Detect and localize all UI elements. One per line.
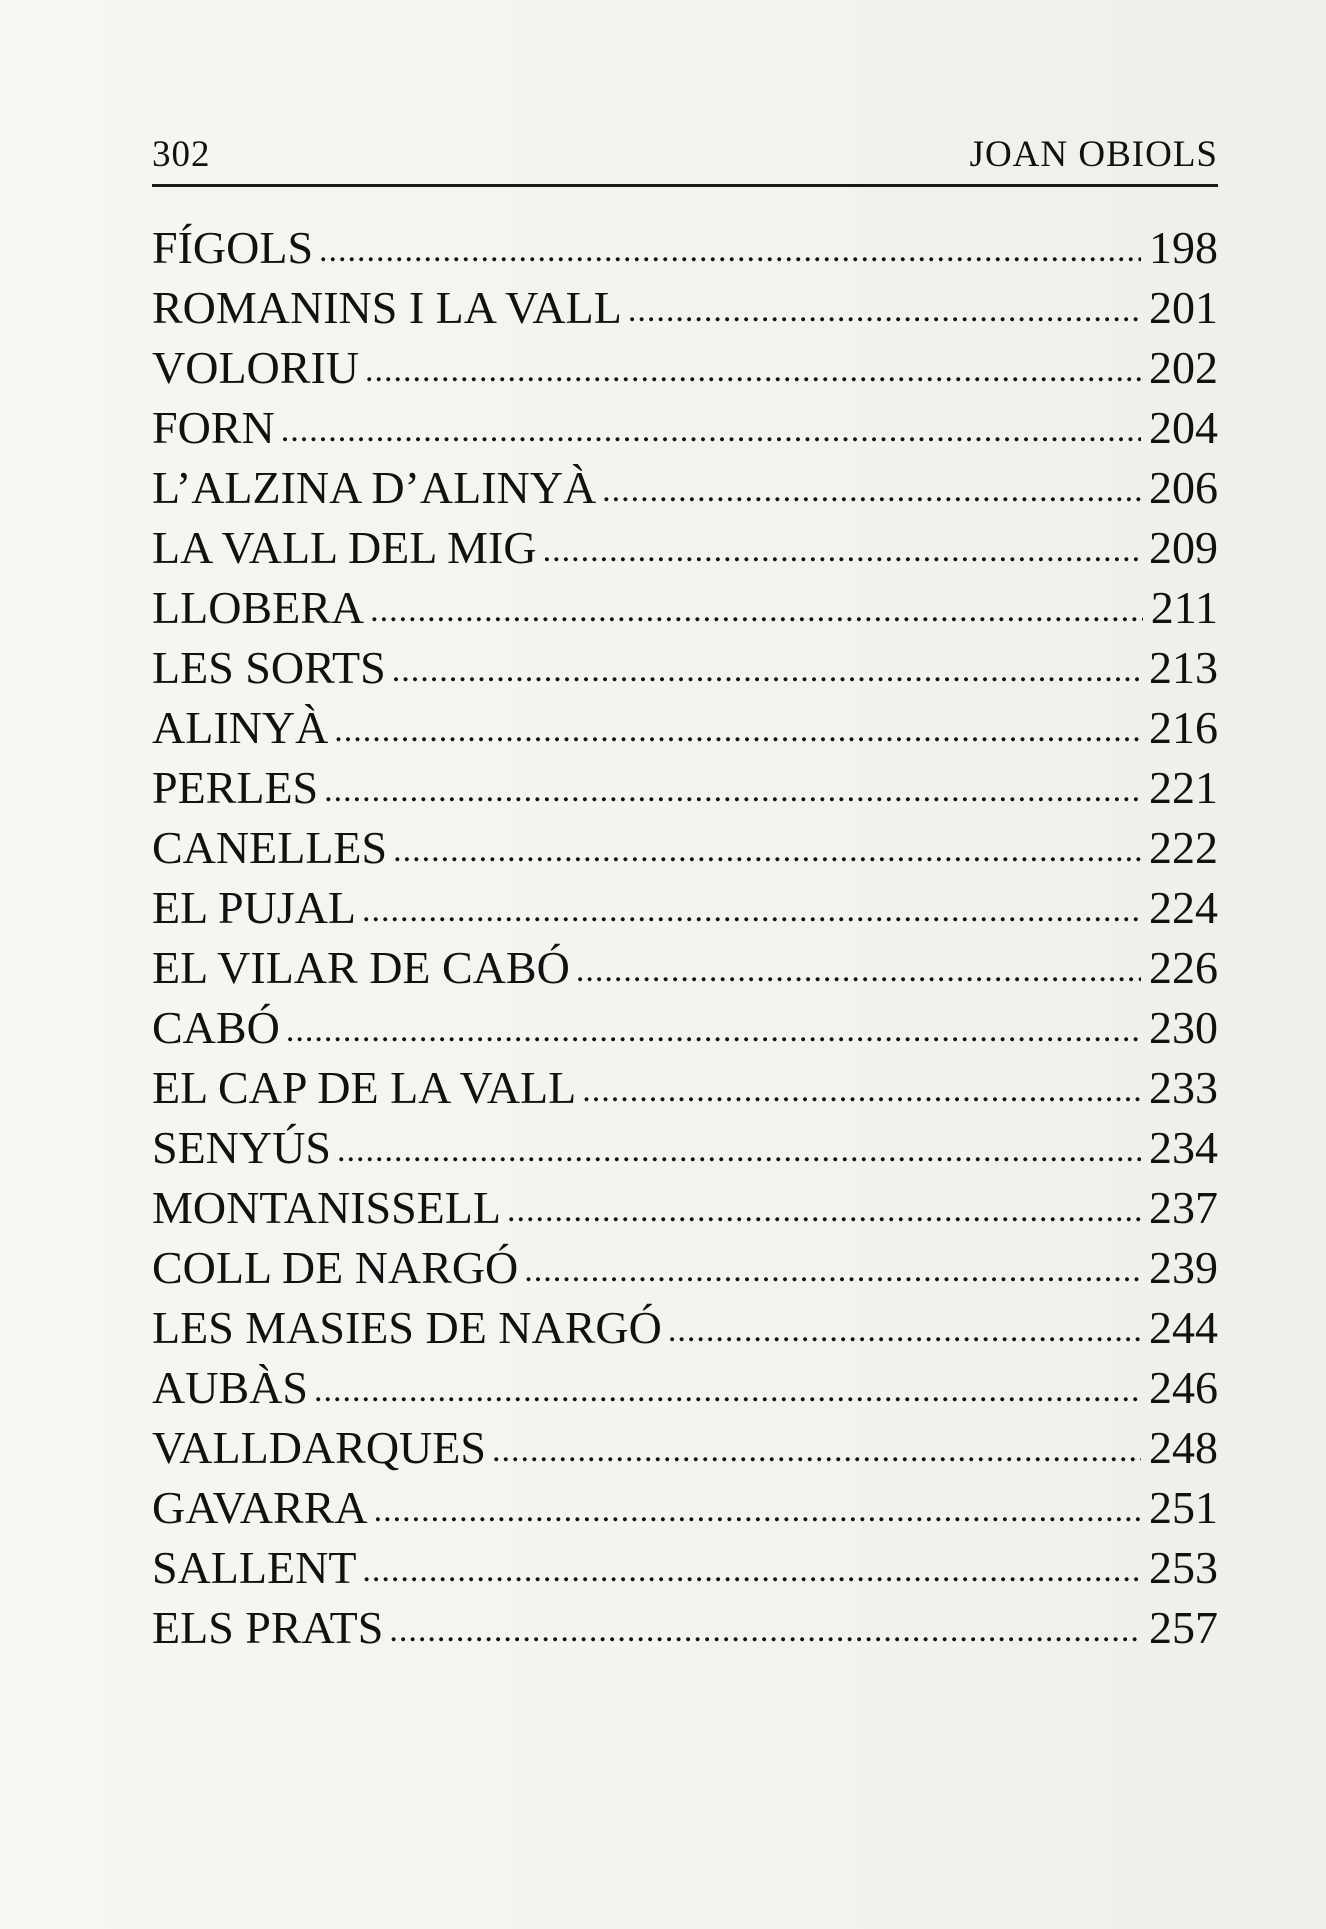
dot-leader [602,458,1141,518]
toc-entry-page: 213 [1149,642,1218,693]
header-rule [152,184,1218,187]
toc-entry-page: 257 [1149,1602,1218,1653]
dot-leader [286,998,1141,1058]
toc-entry [152,878,1218,938]
toc-entry-title: EL VILAR DE CABÓ [152,942,570,993]
running-header [152,128,1218,176]
dot-leader [393,818,1141,878]
toc-entry-page: 234 [1149,1122,1218,1173]
toc-entry-page: 201 [1149,282,1218,333]
dot-leader [543,518,1141,578]
dot-leader [392,638,1141,698]
toc-entry-title: COLL DE NARGÓ [152,1242,519,1293]
toc-entry [152,638,1218,698]
dot-leader [668,1298,1141,1358]
toc-entry-title: SALLENT [152,1542,357,1593]
toc-entry-page: 246 [1149,1362,1218,1413]
toc-entry [152,518,1218,578]
toc-entry [152,338,1218,398]
dot-leader [281,398,1141,458]
toc-entry [152,1118,1218,1178]
toc-entry-page: 198 [1149,222,1218,273]
toc-entry-page: 202 [1149,342,1218,393]
toc-entry-title: CABÓ [152,1002,280,1053]
toc-entry-page: 209 [1149,522,1218,573]
dot-leader [576,938,1141,998]
toc-entry-page: 216 [1149,702,1218,753]
toc-entry-title: LLOBERA [152,582,365,633]
toc-entry-title: GAVARRA [152,1482,368,1533]
toc-entry [152,458,1218,518]
toc-entry-page: 221 [1149,762,1218,813]
table-of-contents [152,218,1218,1658]
toc-entry-page: 226 [1149,942,1218,993]
toc-entry-page: 206 [1149,462,1218,513]
toc-entry [152,938,1218,998]
toc-entry [152,1538,1218,1598]
dot-leader [389,1598,1141,1658]
toc-entry [152,578,1218,638]
dot-leader [507,1178,1141,1238]
toc-entry-page: 233 [1149,1062,1218,1113]
toc-entry-title: CANELLES [152,822,388,873]
toc-entry [152,278,1218,338]
dot-leader [524,1238,1141,1298]
toc-entry-title: EL PUJAL [152,882,357,933]
dot-leader [314,1358,1141,1418]
toc-entry-title: VOLORIU [152,342,359,393]
toc-entry-page: 244 [1149,1302,1218,1353]
toc-entry [152,998,1218,1058]
toc-entry-page: 211 [1150,582,1218,633]
toc-entry [152,1058,1218,1118]
toc-entry-page: 204 [1149,402,1218,453]
toc-entry-page: 239 [1149,1242,1218,1293]
toc-entry [152,1358,1218,1418]
toc-entry-page: 248 [1149,1422,1218,1473]
dot-leader [582,1058,1141,1118]
dot-leader [362,878,1141,938]
toc-entry-page: 222 [1149,822,1218,873]
toc-entry [152,398,1218,458]
toc-entry-page: 230 [1149,1002,1218,1053]
page-number: 302 [152,134,211,175]
toc-entry-title: VALLDARQUES [152,1422,486,1473]
toc-entry [152,1178,1218,1238]
toc-entry-page: 237 [1149,1182,1218,1233]
toc-entry [152,818,1218,878]
toc-entry-page: 224 [1149,882,1218,933]
toc-entry-title: EL CAP DE LA VALL [152,1062,577,1113]
toc-entry [152,1418,1218,1478]
toc-entry-page: 253 [1149,1542,1218,1593]
dot-leader [365,338,1141,398]
author-name: JOAN OBIOLS [969,134,1218,175]
dot-leader [337,1118,1141,1178]
dot-leader [370,578,1143,638]
toc-entry [152,1598,1218,1658]
dot-leader [324,758,1141,818]
toc-entry-title: L’ALZINA D’ALINYÀ [152,462,597,513]
toc-entry-title: ELS PRATS [152,1602,384,1653]
toc-entry-title: LES SORTS [152,642,386,693]
toc-entry-title: LES MASIES DE NARGÓ [152,1302,662,1353]
toc-entry-title: AUBÀS [152,1362,308,1413]
dot-leader [319,218,1141,278]
toc-entry-title: FORN [152,402,275,453]
dot-leader [374,1478,1141,1538]
toc-entry-title: PERLES [152,762,319,813]
dot-leader [362,1538,1141,1598]
toc-entry [152,1238,1218,1298]
toc-entry [152,1298,1218,1358]
toc-entry-title: FÍGOLS [152,222,314,273]
dot-leader [628,278,1141,338]
toc-entry [152,1478,1218,1538]
toc-entry-page: 251 [1149,1482,1218,1533]
toc-entry-title: MONTANISSELL [152,1182,501,1233]
toc-entry [152,218,1218,278]
dot-leader [334,698,1141,758]
toc-entry [152,698,1218,758]
toc-entry-title: LA VALL DEL MIG [152,522,537,573]
dot-leader [492,1418,1141,1478]
toc-entry [152,758,1218,818]
toc-entry-title: SENYÚS [152,1122,331,1173]
toc-entry-title: ALINYÀ [152,702,329,753]
toc-entry-title: ROMANINS I LA VALL [152,282,622,333]
